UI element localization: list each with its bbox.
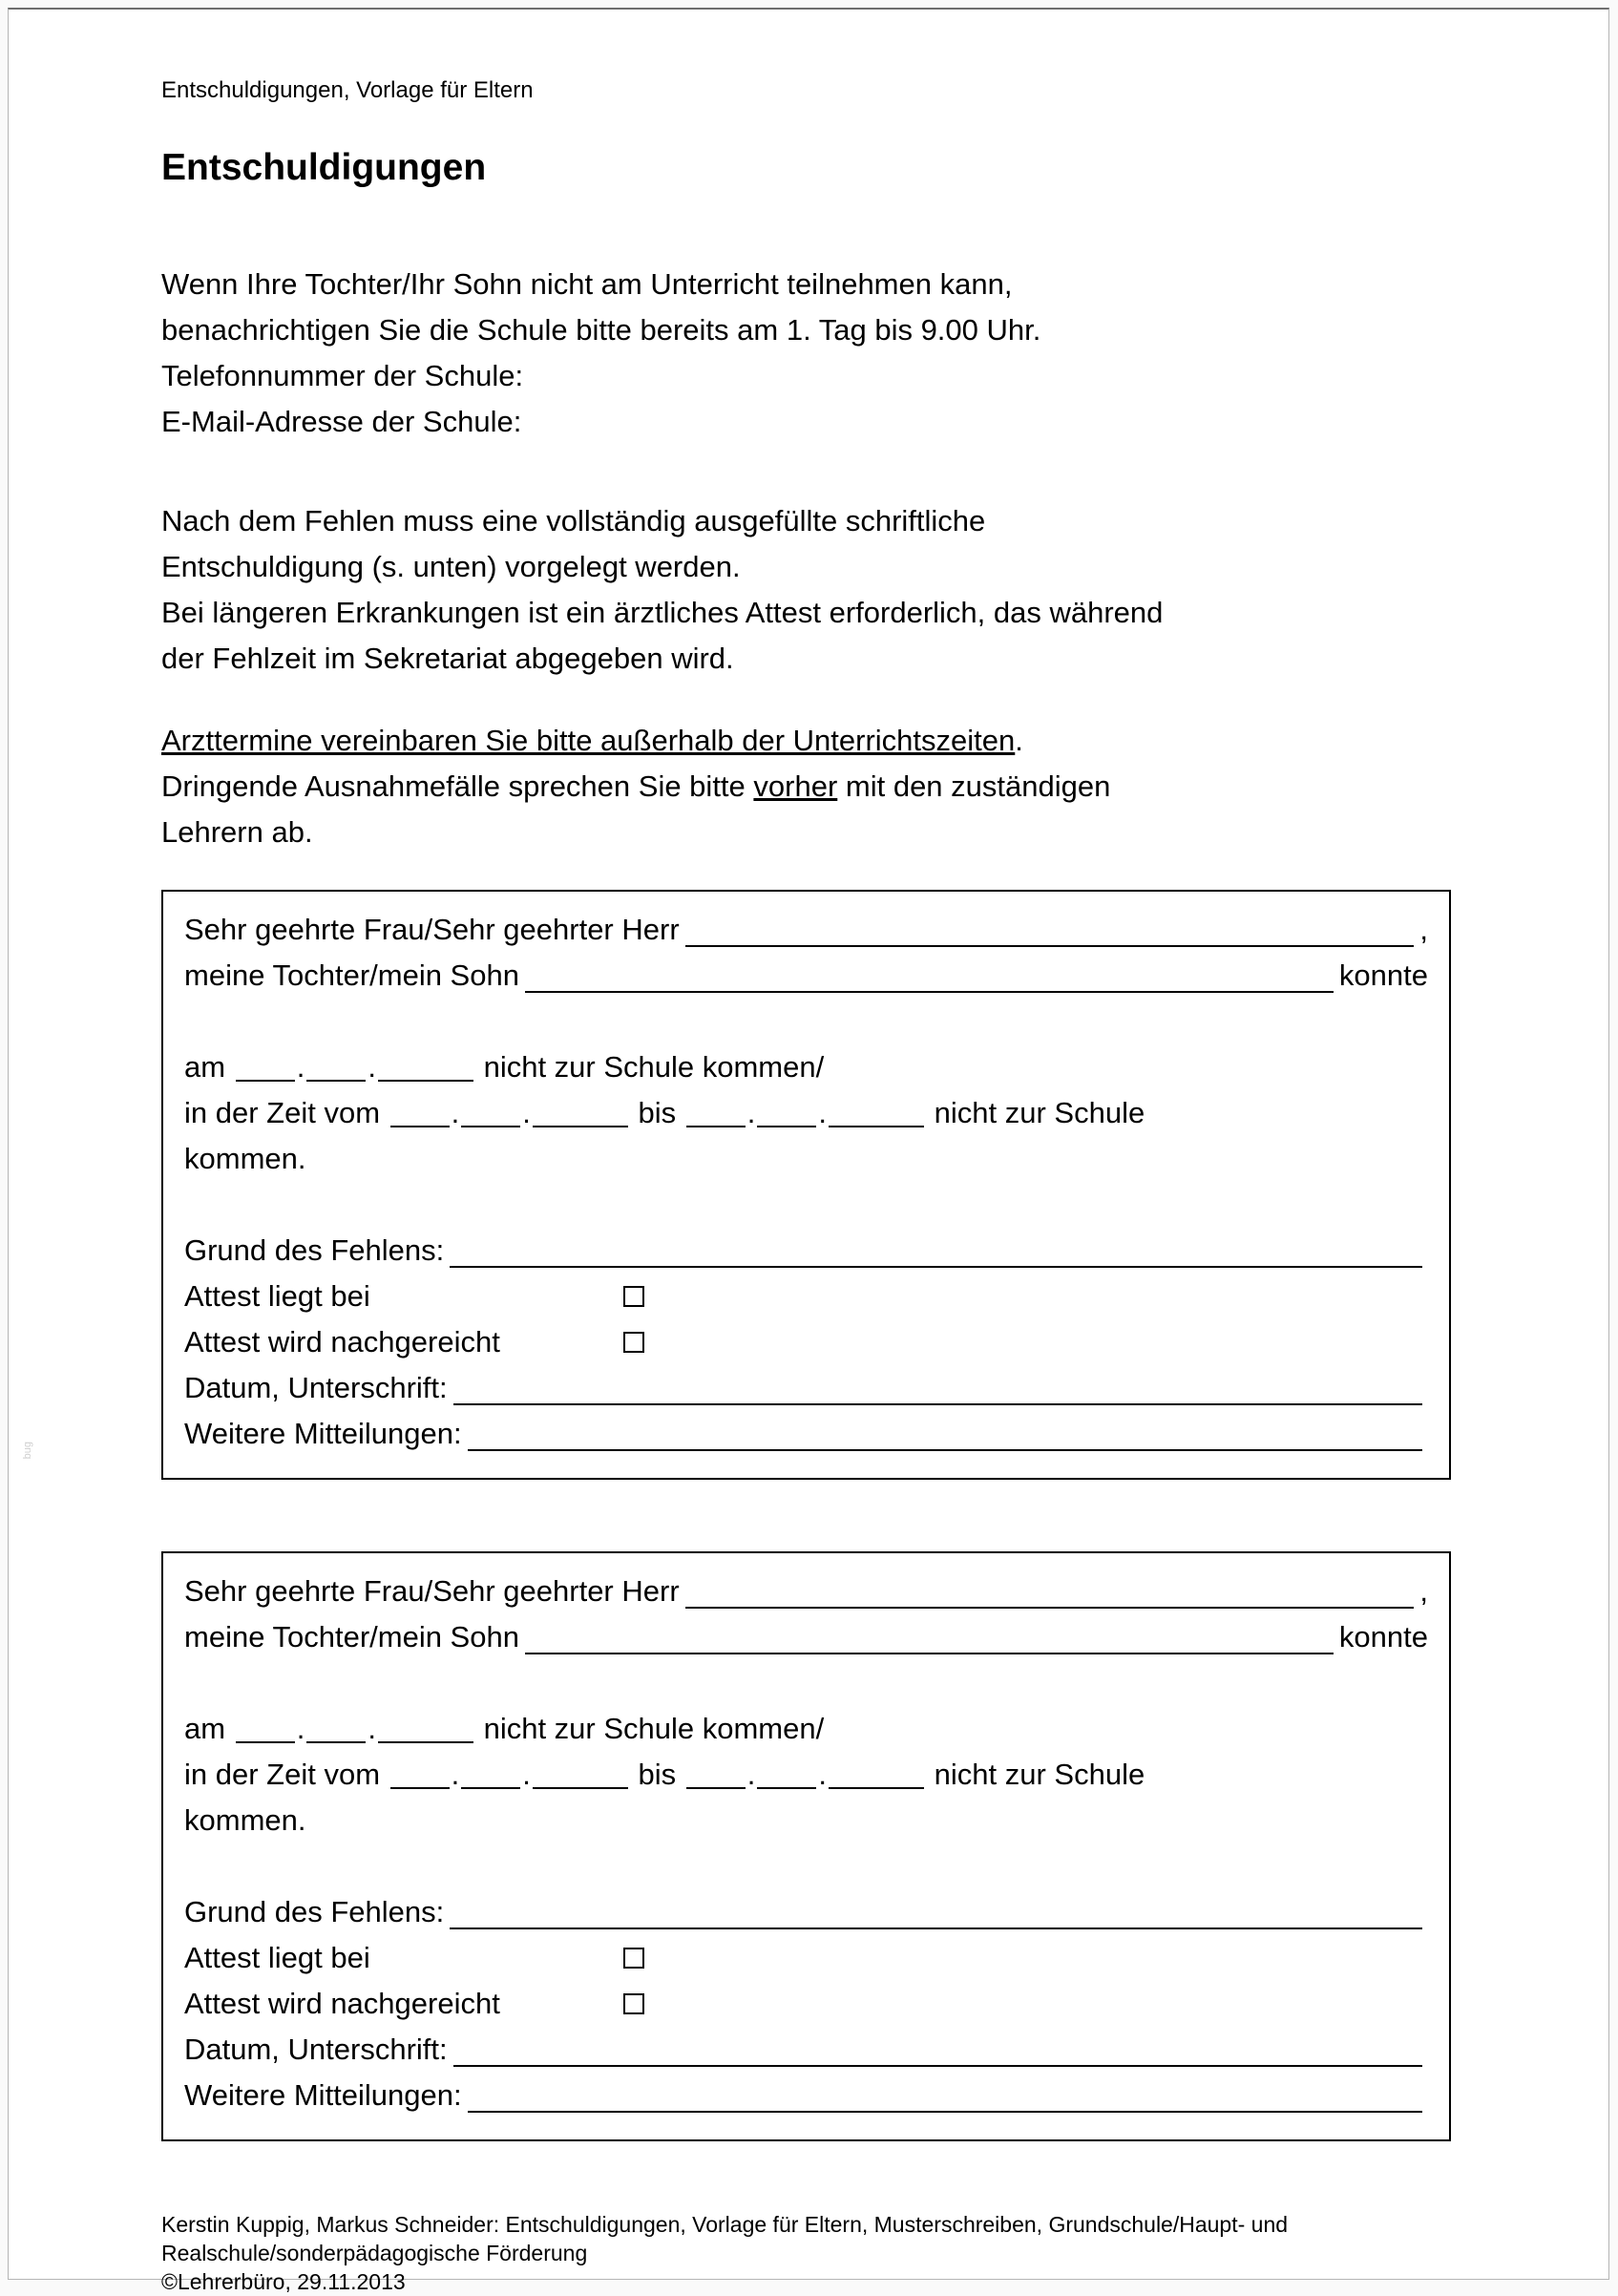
attest-later-row [184, 1319, 1428, 1365]
month-blank[interactable] [306, 1718, 366, 1743]
text-fragment: . [1015, 724, 1023, 757]
date-range-line [184, 1752, 1428, 1798]
footer-line: Kerstin Kuppig, Markus Schneider: Entschuldigungen, Vorlage für Eltern, Musterschreiben, Grundschule/Haupt- und [161, 2212, 1289, 2237]
child-label: meine Tochter/mein Sohn [184, 958, 519, 992]
day-blank[interactable] [236, 1057, 295, 1082]
greeting-line [184, 1569, 1428, 1614]
intro-paragraph [161, 262, 1451, 445]
date-prefix-label: am [184, 1712, 226, 1745]
to-month-blank[interactable] [757, 1764, 816, 1789]
reason-line [184, 1228, 1428, 1274]
notes-label: Weitere Mitteilungen: [184, 1417, 462, 1450]
date-prefix-label: am [184, 1050, 226, 1084]
attest-later-label: Attest wird nachgereicht [184, 1987, 500, 2020]
paragraph-line: Lehrern ab. [161, 815, 313, 849]
signature-blank-line[interactable] [453, 1403, 1422, 1405]
single-date-line [184, 1706, 1428, 1752]
dot: . [818, 1096, 828, 1129]
document-header: Entschuldigungen, Vorlage für Eltern [161, 77, 534, 103]
from-day-blank[interactable] [390, 1103, 450, 1127]
excuse-form-box-2 [161, 1551, 1451, 2141]
date-suffix-label: nicht zur Schule kommen/ [483, 1050, 825, 1084]
paragraph-line [161, 718, 1451, 764]
to-year-blank[interactable] [829, 1764, 924, 1789]
from-day-blank[interactable] [390, 1764, 450, 1789]
text-fragment: Dringende Ausnahmefälle sprechen Sie bitte [161, 769, 754, 803]
notes-line [184, 2073, 1428, 2118]
reason-line [184, 1889, 1428, 1935]
notes-label: Weitere Mitteilungen: [184, 2078, 462, 2112]
document-content [9, 10, 1608, 2296]
signature-label: Datum, Unterschrift: [184, 2033, 448, 2066]
attest-present-checkbox[interactable] [623, 1286, 644, 1307]
underlined-text: vorher [753, 769, 838, 803]
year-blank[interactable] [378, 1057, 473, 1082]
attest-later-checkbox[interactable] [623, 1993, 644, 2014]
to-month-blank[interactable] [757, 1103, 816, 1127]
blank-row [184, 1843, 1428, 1889]
teacher-name-blank-line[interactable] [685, 1607, 1415, 1609]
dot: . [522, 1758, 531, 1791]
dot: . [368, 1050, 376, 1084]
blank-row [184, 999, 1428, 1044]
paragraph-line: Bei längeren Erkrankungen ist ein ärztliches Attest erforderlich, das während [161, 596, 1164, 629]
from-year-blank[interactable] [533, 1764, 628, 1789]
reason-blank-line[interactable] [450, 1266, 1422, 1268]
signature-line [184, 2027, 1428, 2073]
day-blank[interactable] [236, 1718, 295, 1743]
blank-row [184, 1660, 1428, 1706]
excuse-form-box-1 [161, 890, 1451, 1480]
attest-present-label: Attest liegt bei [184, 1279, 370, 1313]
child-label: meine Tochter/mein Sohn [184, 1620, 519, 1654]
attest-later-checkbox[interactable] [623, 1332, 644, 1353]
notes-blank-line[interactable] [468, 1449, 1422, 1451]
paragraph-line: der Fehlzeit im Sekretariat abgegeben wird. [161, 642, 734, 675]
reason-label: Grund des Fehlens: [184, 1233, 445, 1267]
range-wrap-line: kommen. [184, 1142, 306, 1175]
from-month-blank[interactable] [461, 1103, 520, 1127]
page-sheet [8, 8, 1609, 2294]
page-title: Entschuldigungen [161, 147, 487, 188]
signature-line [184, 1365, 1428, 1411]
signature-label: Datum, Unterschrift: [184, 1371, 448, 1404]
dot: . [522, 1096, 531, 1129]
text-fragment: mit den zuständigen [837, 769, 1111, 803]
to-year-blank[interactable] [829, 1103, 924, 1127]
from-year-blank[interactable] [533, 1103, 628, 1127]
child-name-blank-line[interactable] [525, 1653, 1334, 1654]
from-month-blank[interactable] [461, 1764, 520, 1789]
footer-line: ©Lehrerbüro, 29.11.2013 [161, 2269, 406, 2294]
child-name-line [184, 1614, 1428, 1660]
range-suffix-label: nicht zur Schule [934, 1096, 1145, 1129]
range-wrap-line: kommen. [184, 1803, 306, 1837]
child-name-blank-line[interactable] [525, 991, 1334, 993]
document-footer [161, 2210, 1451, 2296]
attest-later-row [184, 1981, 1428, 2027]
year-blank[interactable] [378, 1718, 473, 1743]
teacher-name-blank-line[interactable] [685, 945, 1415, 947]
attest-present-checkbox[interactable] [623, 1948, 644, 1969]
dot: . [451, 1096, 460, 1129]
greeting-label: Sehr geehrte Frau/Sehr geehrter Herr [184, 913, 680, 946]
reason-blank-line[interactable] [450, 1927, 1422, 1929]
single-date-line [184, 1044, 1428, 1090]
date-range-line [184, 1090, 1428, 1136]
dot: . [451, 1758, 460, 1791]
paragraph-line: benachrichtigen Sie die Schule bitte bereits am 1. Tag bis 9.00 Uhr. [161, 313, 1041, 347]
text-fragment: , [1419, 913, 1428, 946]
range-prefix-label: in der Zeit vom [184, 1758, 381, 1791]
paragraph-line: Entschuldigung (s. unten) vorgelegt werden. [161, 550, 741, 583]
attest-paragraph [161, 498, 1451, 682]
notes-blank-line[interactable] [468, 2111, 1422, 2113]
range-bis-label: bis [638, 1096, 677, 1129]
to-day-blank[interactable] [686, 1764, 746, 1789]
attest-later-label: Attest wird nachgereicht [184, 1325, 500, 1359]
footer-line: Realschule/sonderpädagogische Förderung [161, 2241, 588, 2265]
attest-present-label: Attest liegt bei [184, 1941, 370, 1974]
dot: . [746, 1096, 756, 1129]
signature-blank-line[interactable] [453, 2065, 1422, 2067]
text-fragment: konnte [1338, 958, 1428, 992]
text-fragment: , [1419, 1574, 1428, 1608]
dot: . [746, 1758, 756, 1791]
dot: . [296, 1712, 305, 1745]
paragraph-line: Wenn Ihre Tochter/Ihr Sohn nicht am Unterricht teilnehmen kann, [161, 267, 1013, 301]
attest-present-row [184, 1935, 1428, 1981]
range-suffix-label: nicht zur Schule [934, 1758, 1145, 1791]
dot: . [818, 1758, 828, 1791]
school-phone-label: Telefonnummer der Schule: [161, 359, 524, 392]
range-prefix-label: in der Zeit vom [184, 1096, 381, 1129]
notes-line [184, 1411, 1428, 1457]
blank-row [184, 1182, 1428, 1228]
attest-present-row [184, 1274, 1428, 1319]
school-email-label: E-Mail-Adresse der Schule: [161, 405, 522, 438]
reason-label: Grund des Fehlens: [184, 1895, 445, 1928]
dot: . [368, 1712, 376, 1745]
greeting-label: Sehr geehrte Frau/Sehr geehrter Herr [184, 1574, 680, 1608]
to-day-blank[interactable] [686, 1103, 746, 1127]
dot: . [296, 1050, 305, 1084]
date-suffix-label: nicht zur Schule kommen/ [483, 1712, 825, 1745]
appointments-paragraph [161, 718, 1451, 855]
text-fragment: konnte [1338, 1620, 1428, 1654]
month-blank[interactable] [306, 1057, 366, 1082]
underlined-text: Arzttermine vereinbaren Sie bitte außerhalb der Unterrichtszeiten [161, 724, 1016, 757]
paragraph-line: Nach dem Fehlen muss eine vollständig ausgefüllte schriftliche [161, 504, 986, 537]
child-name-line [184, 953, 1428, 999]
range-bis-label: bis [638, 1758, 677, 1791]
paragraph-line [161, 764, 1451, 810]
edge-watermark: bug [22, 1442, 33, 1460]
greeting-line [184, 907, 1428, 953]
